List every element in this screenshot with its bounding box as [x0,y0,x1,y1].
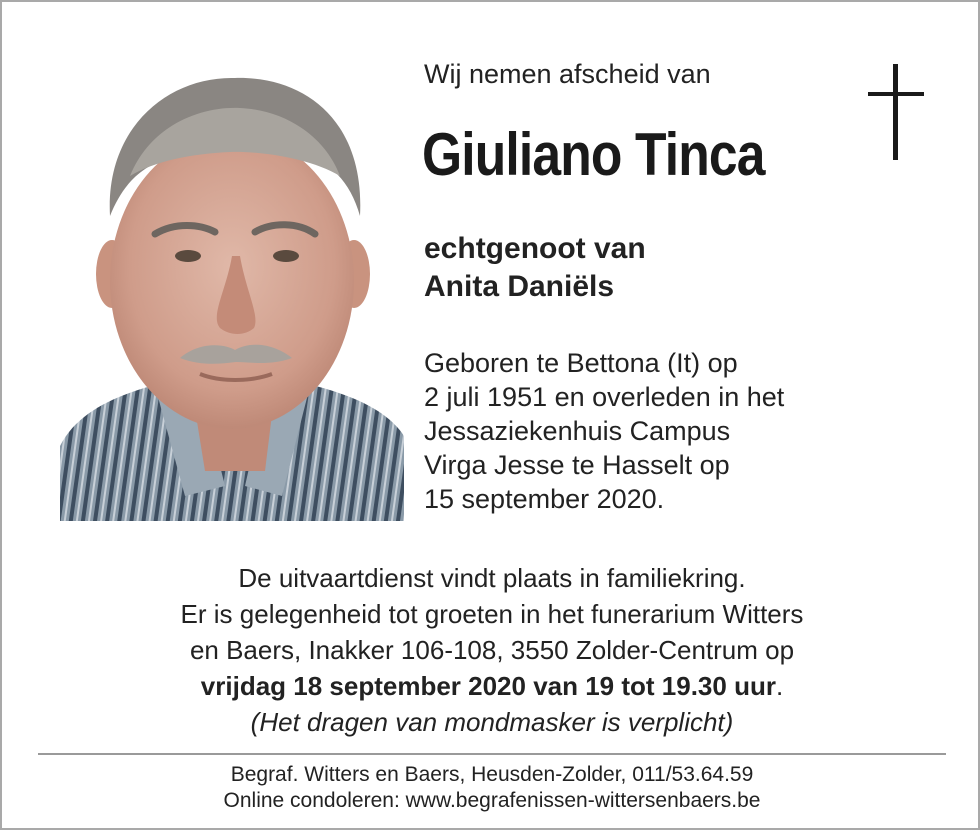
deceased-name: Giuliano Tinca [422,121,765,188]
online-condolence: Online condoleren: www.begrafenissen-wittersenbaers.be [223,789,761,812]
service-date-line [42,668,942,704]
spouse-label: echtgenoot van [424,232,646,265]
service-info [42,560,942,740]
intro-text: Wij nemen afscheid van [424,59,711,89]
cross-icon [868,64,924,160]
service-line: en Baers, Inakker 106-108, 3550 Zolder-Centrum op [189,635,795,665]
bio-line: Geboren te Bettona (It) op [424,348,738,378]
service-line: Er is gelegenheid tot groeten in het funerarium Witters [180,599,804,629]
bio-line: Jessaziekenhuis Campus [424,416,731,446]
service-date: vrijdag 18 september 2020 van 19 tot 19.30 uur [200,671,776,701]
bio-line: 2 juli 1951 en overleden in het [424,382,785,412]
birth-death-details [424,346,784,516]
funeral-home-contact: Begraf. Witters en Baers, Heusden-Zolder, 011/53.64.59 [230,763,754,786]
service-date-end: . [775,671,784,701]
divider [38,753,946,755]
footer [38,762,946,814]
bio-line: Virga Jesse te Hasselt op [424,450,730,480]
bio-line: 15 september 2020. [424,484,665,514]
portrait-photo [60,66,404,521]
service-line: De uitvaartdienst vindt plaats in familiekring. [238,563,746,593]
spouse-block [424,230,646,306]
mask-note: (Het dragen van mondmasker is verplicht) [250,707,734,737]
spouse-name: Anita Daniëls [424,270,615,303]
